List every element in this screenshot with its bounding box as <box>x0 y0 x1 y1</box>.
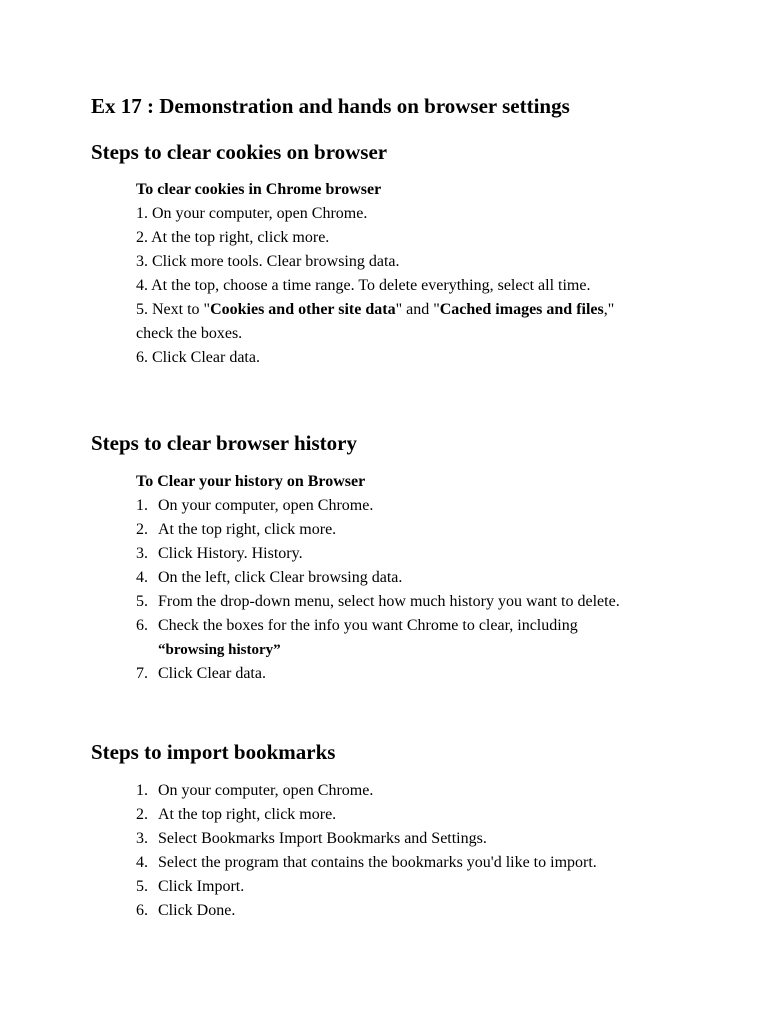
list-item: 4. On the left, click Clear browsing data. <box>136 569 403 586</box>
list-item: 3. Click History. History. <box>136 545 303 562</box>
cookies-steps-list <box>136 202 614 370</box>
list-item: check the boxes. <box>136 325 243 342</box>
subheading-history: To Clear your history on Browser <box>136 473 366 490</box>
section-heading-cookies: Steps to clear cookies on browser <box>91 140 388 164</box>
step5-bold-cached: Cached images and files <box>439 301 604 318</box>
step5-bold-cookies: Cookies and other site data <box>210 301 396 318</box>
list-item <box>136 298 614 322</box>
list-item: 4. At the top, choose a time range. To delete everything, select all time. <box>136 277 591 294</box>
document-title: Ex 17 : Demonstration and hands on browser settings <box>91 94 570 118</box>
list-item: 6. Click Done. <box>136 902 236 919</box>
bookmarks-steps-list <box>136 779 597 923</box>
step5-suffix: ," <box>603 301 615 318</box>
step-text: Check the boxes for the info you want Chrome to clear, including <box>158 617 578 634</box>
list-item: 3. Select Bookmarks Import Bookmarks and Settings. <box>136 830 487 847</box>
list-item: 7. Click Clear data. <box>136 665 266 682</box>
list-item: 1. On your computer, open Chrome. <box>136 205 368 222</box>
subheading-cookies: To clear cookies in Chrome browser <box>136 181 382 198</box>
step5-prefix: 5. Next to " <box>136 301 211 318</box>
list-item: 2. At the top right, click more. <box>136 521 337 538</box>
list-item: 1. On your computer, open Chrome. <box>136 782 374 799</box>
list-item: 5. From the drop-down menu, select how much history you want to delete. <box>136 593 620 610</box>
list-item: 2. At the top right, click more. <box>136 229 330 246</box>
list-item: 2. At the top right, click more. <box>136 806 337 823</box>
list-item: 1. On your computer, open Chrome. <box>136 497 374 514</box>
section-heading-history: Steps to clear browser history <box>91 431 357 455</box>
list-item: 6. Click Clear data. <box>136 349 260 366</box>
step-text-bold: “browsing history” <box>158 642 281 658</box>
history-steps-list <box>136 494 620 686</box>
list-item: 6. Check the boxes for the info you want Chrome to clear, including “browsing history” <box>136 614 620 662</box>
list-item: 4. Select the program that contains the bookmarks you'd like to import. <box>136 854 597 871</box>
step5-middle: " and " <box>395 301 440 318</box>
list-item: 5. Click Import. <box>136 878 245 895</box>
section-heading-bookmarks: Steps to import bookmarks <box>91 740 336 764</box>
list-item: 3. Click more tools. Clear browsing data. <box>136 253 400 270</box>
